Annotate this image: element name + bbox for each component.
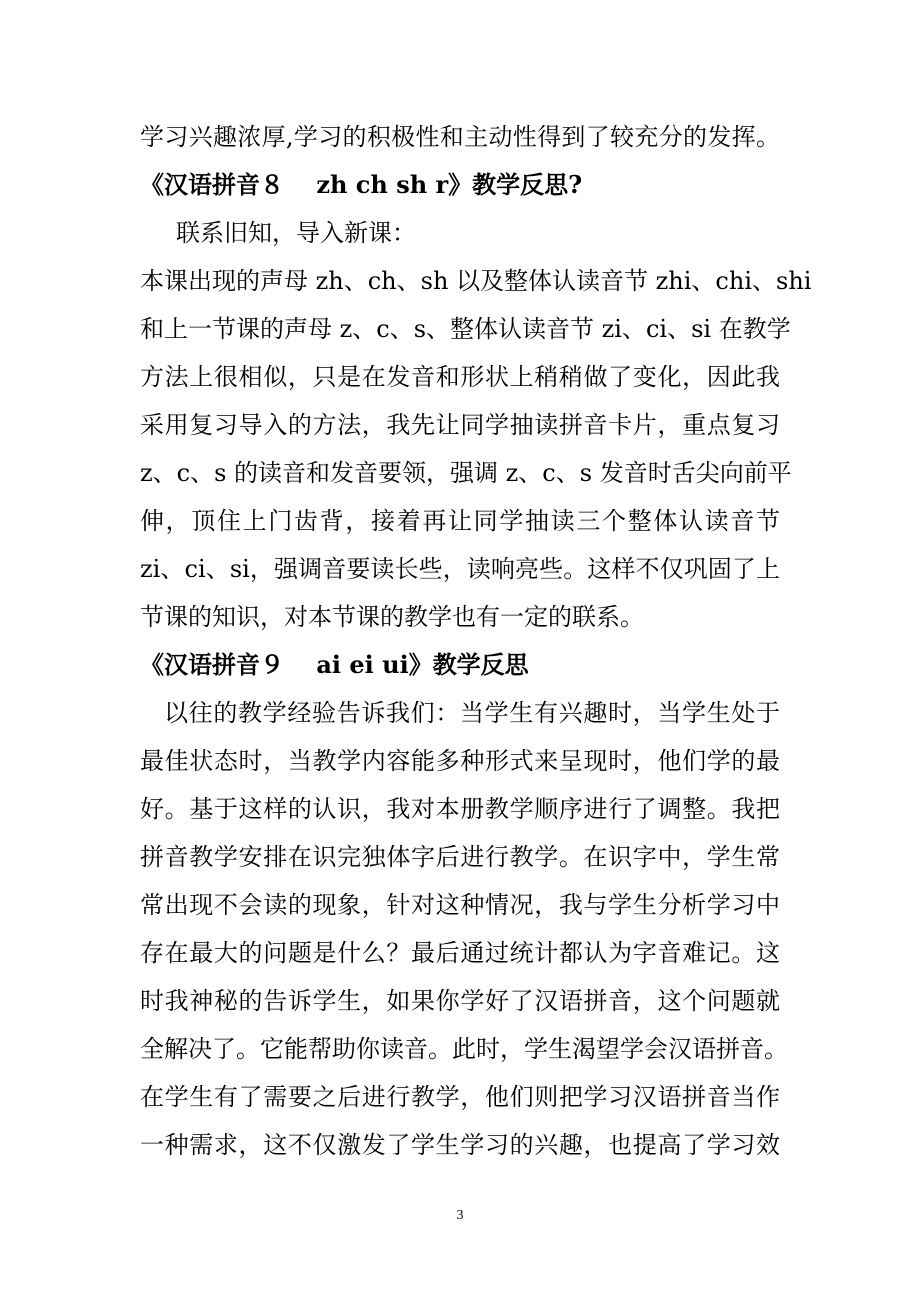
paragraph-line: 方法上很相似，只是在发音和形状上稍稍做了变化，因此我 bbox=[140, 363, 780, 391]
paragraph-line: 全解决了。它能帮助你读音。此时，学生渴望学会汉语拼音。 bbox=[140, 1035, 788, 1063]
paragraph-line: 时我神秘的告诉学生，如果你学好了汉语拼音，这个问题就 bbox=[140, 987, 780, 1015]
page-number: 3 bbox=[456, 1208, 464, 1223]
paragraph-line: 节课的知识，对本节课的教学也有一定的联系。 bbox=[140, 603, 644, 631]
paragraph-line: 在学生有了需要之后进行教学，他们则把学习汉语拼音当作 bbox=[140, 1083, 780, 1111]
paragraph-line: 伸，顶住上门齿背，接着再让同学抽读三个整体认读音节 bbox=[140, 507, 780, 535]
section-intro: 联系旧知，导入新课： bbox=[176, 219, 416, 247]
paragraph-line: 拼音教学安排在识完独体字后进行教学。在识字中，学生常 bbox=[140, 843, 780, 871]
paragraph-line: 好。基于这样的认识，我对本册教学顺序进行了调整。我把 bbox=[140, 795, 780, 823]
paragraph-line: 最佳状态时，当教学内容能多种形式来呈现时，他们学的最 bbox=[140, 747, 780, 775]
paragraph-line: zi、ci、si，强调音要读长些，读响亮些。这样不仅巩固了上 bbox=[140, 555, 780, 583]
paragraph-line: 采用复习导入的方法，我先让同学抽读拼音卡片，重点复习 bbox=[140, 411, 780, 439]
paragraph-line: 一种需求，这不仅激发了学生学习的兴趣，也提高了学习效 bbox=[140, 1131, 780, 1159]
paragraph-line: 以往的教学经验告诉我们：当学生有兴趣时，当学生处于 bbox=[164, 699, 780, 727]
paragraph-line: 存在最大的问题是什么？最后通过统计都认为字音难记。这 bbox=[140, 939, 780, 967]
section-heading-ai-ei-ui: 《汉语拼音９ ai ei ui》教学反思 bbox=[140, 650, 529, 679]
paragraph-line: 本课出现的声母 zh、ch、sh 以及整体认读音节 zhi、chi、shi bbox=[140, 267, 812, 295]
paragraph-line: 常出现不会读的现象，针对这种情况，我与学生分析学习中 bbox=[140, 891, 780, 919]
paragraph-line: 和上一节课的声母 z、c、s、整体认读音节 zi、ci、si 在教学 bbox=[140, 315, 791, 343]
continuation-line: 学习兴趣浓厚,学习的积极性和主动性得到了较充分的发挥。 bbox=[140, 123, 780, 151]
paragraph-line: z、c、s 的读音和发音要领，强调 z、c、s 发音时舌尖向前平 bbox=[140, 459, 792, 487]
section-heading-zh-ch-sh-r: 《汉语拼音８ zh ch sh r》教学反思? bbox=[140, 170, 583, 199]
